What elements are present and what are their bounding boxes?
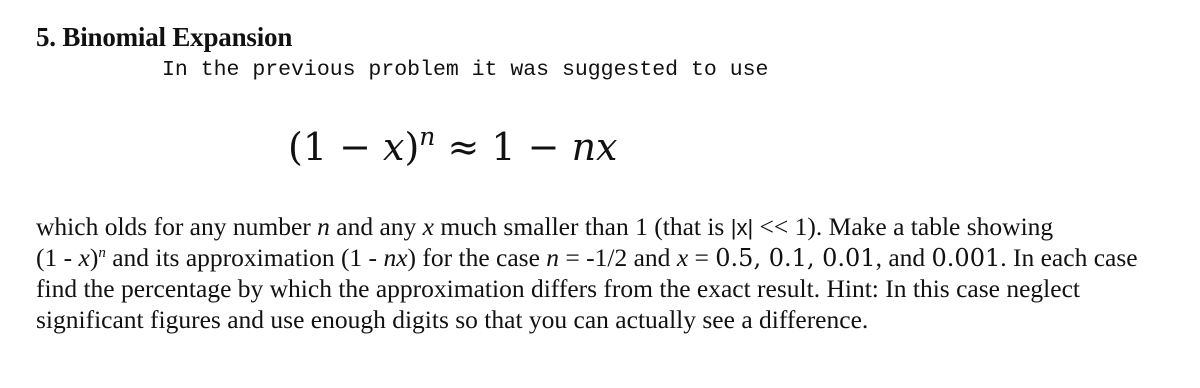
x-values: 0.5, 0.1, 0.01 [715,244,876,272]
var-n: n [317,212,330,241]
var-nx: nx [383,243,408,272]
body-text-run: = -1/2 and [559,243,677,272]
body-text-run: , and [875,243,932,272]
problem-heading: 5. Binomial Expansion [36,22,293,52]
var-n: n [546,243,560,272]
exponent-n: n [98,245,106,261]
body-text-run: much smaller than 1 (that is [434,212,731,241]
body-text-run: and its approximation (1 - [105,243,384,272]
body-text-run: (1 - [36,243,79,272]
abs-x: |x| [730,215,754,240]
eq-lhs-close: ) [404,125,420,169]
body-text-run: ) [89,243,99,272]
body-line-4: significant figures and use enough digits so that you can actually see a difference. [36,305,869,334]
eq-exponent: n [419,122,436,151]
x-value-last: 0.001 [931,244,1001,272]
var-x: x [676,243,689,272]
var-x: x [422,212,434,241]
body-text-run: ) for the case [407,243,547,272]
problem-body [36,211,1176,335]
body-line-3: find the percentage by which the approximation differs from the exact result. Hint: In this case neglect [36,274,1080,303]
binomial-approximation-equation [288,122,618,169]
body-line-2 [36,242,1176,273]
body-text-run: = [688,243,716,272]
var-x: x [78,243,90,272]
eq-lhs-open: (1 − [288,125,383,169]
body-line-1 [36,211,1176,242]
eq-approx: ≈ 1 − [435,125,572,169]
eq-lhs-var: x [383,125,405,169]
eq-rhs-var: nx [571,125,618,169]
intro-text: In the previous problem it was suggested to use [162,58,769,82]
body-text-run: which olds for any number [36,212,318,241]
body-text-run: << 1). Make a table showing [753,212,1054,241]
body-text-run: . In each case [1000,243,1138,272]
body-text-run: and any [329,212,423,241]
